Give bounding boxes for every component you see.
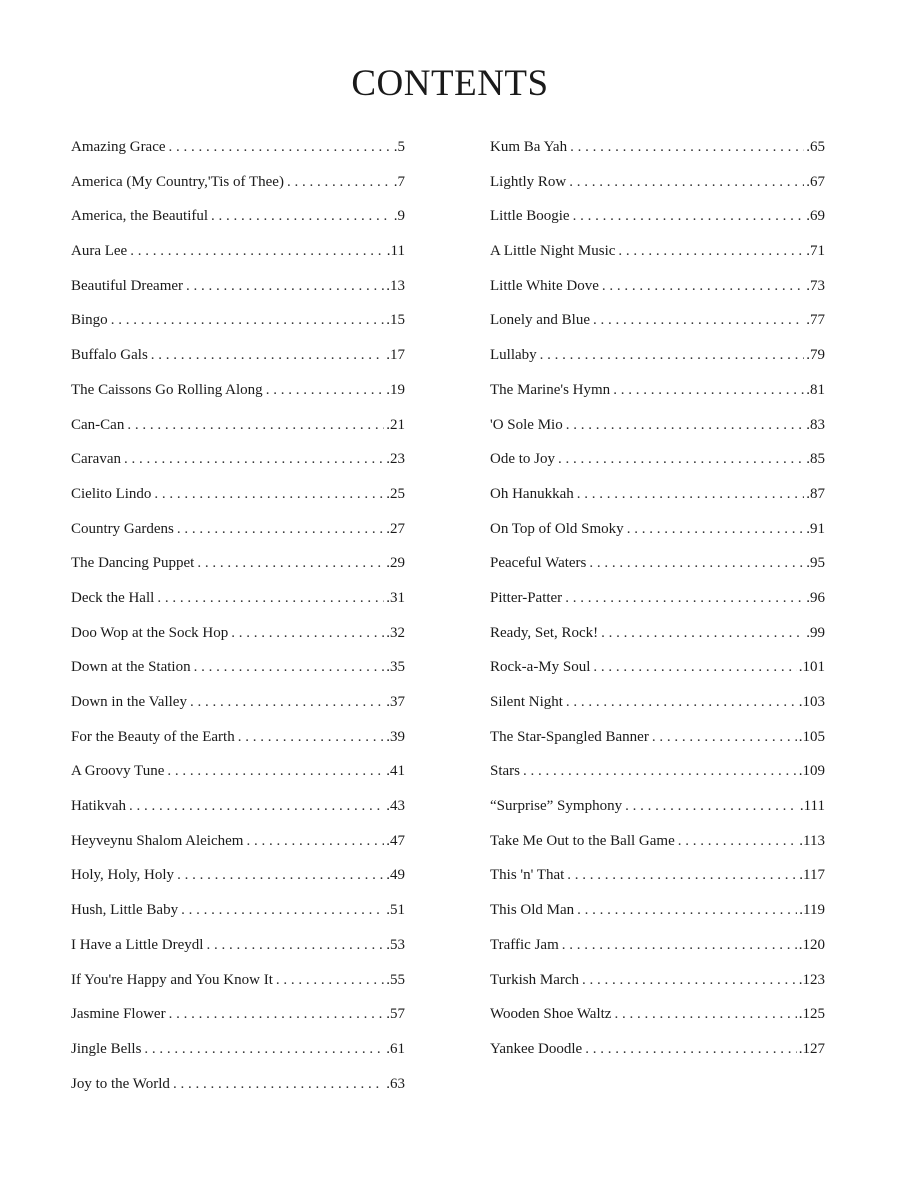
toc-entry-page: .55 [386, 971, 405, 988]
toc-entry-page: .125 [798, 1006, 825, 1023]
toc-entry [490, 269, 825, 304]
toc-entry-page: .35 [386, 659, 405, 676]
toc-entry-page: .25 [386, 485, 405, 502]
dot-leader [540, 338, 805, 373]
dot-leader [194, 650, 385, 685]
toc-entry-title: Pitter-Patter [490, 589, 563, 606]
toc-entry [490, 199, 825, 234]
dot-leader [231, 616, 384, 651]
dot-leader [167, 754, 384, 789]
dot-leader [130, 234, 385, 269]
toc-entry-title: America, the Beautiful [71, 208, 209, 225]
toc-entry [71, 373, 405, 408]
toc-entry [71, 685, 405, 720]
toc-entry-title: Jasmine Flower [71, 1006, 166, 1023]
toc-entry-title: Country Gardens [71, 520, 174, 537]
dot-leader [613, 373, 804, 408]
dot-leader [627, 512, 805, 547]
toc-entry-title: Deck the Hall [71, 589, 155, 606]
dot-leader [558, 442, 804, 477]
toc-entry-page: .11 [386, 243, 405, 260]
dot-leader [593, 303, 804, 338]
dot-leader [157, 581, 384, 616]
dot-leader [238, 720, 385, 755]
toc-entry-page: .113 [799, 832, 825, 849]
dot-leader [523, 754, 797, 789]
toc-entry-title: Little White Dove [490, 277, 599, 294]
toc-entry-title: If You're Happy and You Know It [71, 971, 273, 988]
toc-entry-page: .81 [806, 381, 825, 398]
dot-leader [566, 408, 805, 443]
toc-entry-page: .39 [386, 728, 405, 745]
dot-leader [197, 546, 384, 581]
dot-leader [582, 963, 797, 998]
dot-leader [589, 546, 804, 581]
toc-entry-page: .7 [393, 173, 405, 190]
toc-entry-title: Joy to the World [71, 1075, 170, 1092]
toc-entry [71, 165, 405, 200]
contents-right-column [490, 130, 825, 1067]
toc-entry-page: .109 [798, 763, 825, 780]
toc-entry-page: .17 [386, 347, 405, 364]
toc-entry [71, 512, 405, 547]
dot-leader [173, 1067, 384, 1102]
toc-entry-title: Heyveynu Shalom Aleichem [71, 832, 244, 849]
toc-entry-page: .53 [386, 936, 405, 953]
toc-entry-title: Amazing Grace [71, 139, 166, 155]
toc-entry [71, 650, 405, 685]
toc-entry [490, 581, 825, 616]
toc-entry-title: Lightly Row [490, 173, 567, 190]
toc-entry-page: .99 [806, 624, 825, 641]
toc-entry-title: Traffic Jam [490, 936, 559, 953]
dot-leader [186, 269, 384, 304]
toc-entry [71, 754, 405, 789]
toc-entry-title: Bingo [71, 312, 108, 329]
toc-entry-page: .117 [799, 867, 825, 884]
toc-entry [490, 720, 825, 755]
toc-entry-title: A Groovy Tune [71, 763, 165, 780]
toc-entry [71, 1032, 405, 1067]
dot-leader [151, 338, 384, 373]
toc-entry [490, 754, 825, 789]
toc-entry-title: Turkish March [490, 971, 580, 988]
toc-entry [71, 130, 405, 165]
dot-leader [570, 130, 804, 165]
toc-entry-page: .83 [806, 416, 825, 433]
toc-entry [490, 546, 825, 581]
toc-entry-title: America (My Country,'Tis of Thee) [71, 173, 284, 190]
toc-entry-title: Caravan [71, 451, 121, 468]
toc-entry [490, 685, 825, 720]
dot-leader [276, 963, 384, 998]
toc-entry [490, 650, 825, 685]
toc-entry-title: A Little Night Music [490, 243, 616, 260]
toc-entry-page: .123 [798, 971, 825, 988]
toc-entry-page: .111 [799, 798, 825, 815]
dot-leader [593, 650, 796, 685]
toc-entry-title: Yankee Doodle [490, 1040, 583, 1057]
toc-entry [490, 234, 825, 269]
toc-entry [490, 130, 825, 165]
toc-entry-page: .31 [386, 589, 405, 606]
toc-entry-title: Rock-a-My Soul [490, 659, 591, 676]
toc-entry [490, 789, 825, 824]
toc-entry [490, 338, 825, 373]
toc-entry [71, 616, 405, 651]
toc-entry-title: Oh Hanukkah [490, 485, 574, 502]
dot-leader [602, 269, 804, 304]
dot-leader [246, 824, 384, 859]
dot-leader [111, 303, 385, 338]
dot-leader [652, 720, 797, 755]
toc-entry [71, 789, 405, 824]
dot-leader [206, 928, 384, 963]
toc-entry-title: Doo Wop at the Sock Hop [71, 624, 229, 641]
dot-leader [565, 581, 804, 616]
dot-leader [129, 789, 384, 824]
toc-entry [490, 928, 825, 963]
toc-entry [490, 303, 825, 338]
dot-leader [577, 893, 797, 928]
toc-entry [71, 928, 405, 963]
page-title: CONTENTS [351, 63, 549, 104]
toc-entry-page: .21 [386, 416, 405, 433]
toc-entry-title: Silent Night [490, 694, 563, 710]
toc-entry-title: Jingle Bells [71, 1040, 142, 1057]
toc-entry-page: .37 [386, 694, 405, 710]
toc-entry-title: The Marine's Hymn [490, 381, 611, 398]
toc-entry-title: Lullaby [490, 347, 537, 364]
toc-entry [71, 303, 405, 338]
toc-entry-page: .101 [798, 659, 825, 676]
toc-entry-page: .91 [806, 520, 825, 537]
toc-entry [71, 1067, 405, 1102]
dot-leader [169, 130, 392, 165]
toc-entry-title: Buffalo Gals [71, 347, 148, 364]
toc-entry-title: The Caissons Go Rolling Along [71, 381, 263, 398]
dot-leader [618, 234, 804, 269]
toc-entry [490, 442, 825, 477]
toc-entry-page: .96 [806, 589, 825, 606]
toc-entry [490, 824, 825, 859]
toc-entry-title: Little Boogie [490, 208, 570, 225]
toc-entry-page: .71 [806, 243, 825, 260]
dot-leader [567, 858, 797, 893]
toc-entry-page: .65 [806, 139, 825, 155]
toc-entry-title: Down in the Valley [71, 694, 187, 710]
dot-leader [678, 824, 798, 859]
toc-entry [71, 720, 405, 755]
toc-entry [71, 442, 405, 477]
toc-entry [490, 997, 825, 1032]
dot-leader [211, 199, 392, 234]
dot-leader [601, 616, 804, 651]
dot-leader [144, 1032, 384, 1067]
toc-entry-page: .15 [386, 312, 405, 329]
toc-entry-page: .29 [386, 555, 405, 572]
toc-entry [490, 512, 825, 547]
dot-leader [566, 685, 797, 720]
toc-entry-title: Hush, Little Baby [71, 902, 179, 919]
dot-leader [562, 928, 797, 963]
toc-entry-title: Can-Can [71, 416, 125, 433]
toc-entry-title: This 'n' That [490, 867, 565, 884]
toc-entry-page: .43 [386, 798, 405, 815]
toc-entry-page: .63 [386, 1075, 405, 1092]
toc-entry-title: This Old Man [490, 902, 575, 919]
dot-leader [177, 858, 384, 893]
toc-entry-title: Hatikvah [71, 798, 126, 815]
toc-entry-title: Holy, Holy, Holy [71, 867, 175, 884]
dot-leader [625, 789, 798, 824]
toc-entry-page: .57 [386, 1006, 405, 1023]
contents-left-column [71, 130, 405, 1101]
toc-entry-page: .61 [386, 1040, 405, 1057]
toc-entry-title: On Top of Old Smoky [490, 520, 624, 537]
toc-entry [71, 963, 405, 998]
toc-entry [490, 477, 825, 512]
toc-entry-page: .41 [386, 763, 405, 780]
toc-entry-page: .103 [798, 694, 825, 710]
toc-entry [71, 269, 405, 304]
dot-leader [569, 165, 804, 200]
toc-entry-page: .51 [386, 902, 405, 919]
toc-entry-title: Ready, Set, Rock! [490, 624, 599, 641]
toc-entry-page: .9 [393, 208, 405, 225]
toc-entry-title: For the Beauty of the Earth [71, 728, 235, 745]
toc-entry [490, 408, 825, 443]
toc-entry-page: .79 [806, 347, 825, 364]
toc-entry [71, 997, 405, 1032]
toc-entry-title: Cielito Lindo [71, 485, 152, 502]
toc-entry-title: The Dancing Puppet [71, 555, 195, 572]
toc-entry [71, 581, 405, 616]
toc-entry [71, 477, 405, 512]
toc-entry-page: .49 [386, 867, 405, 884]
dot-leader [177, 512, 384, 547]
toc-entry [71, 199, 405, 234]
toc-entry [490, 963, 825, 998]
toc-entry [71, 408, 405, 443]
toc-entry [71, 338, 405, 373]
toc-entry-title: Lonely and Blue [490, 312, 590, 329]
toc-entry-title: I Have a Little Dreydl [71, 936, 204, 953]
toc-entry-title: The Star-Spangled Banner [490, 728, 649, 745]
dot-leader [577, 477, 805, 512]
toc-entry-title: Stars [490, 763, 520, 780]
dot-leader [154, 477, 384, 512]
toc-entry-page: .13 [386, 277, 405, 294]
toc-entry-page: .120 [798, 936, 825, 953]
toc-entry-title: Take Me Out to the Ball Game [490, 832, 675, 849]
toc-entry-page: .19 [386, 381, 405, 398]
toc-entry-page: .5 [393, 139, 405, 155]
toc-entry-page: .47 [386, 832, 405, 849]
toc-entry-page: .95 [806, 555, 825, 572]
toc-entry [490, 1032, 825, 1067]
toc-entry-page: .27 [386, 520, 405, 537]
toc-entry [71, 234, 405, 269]
toc-entry-page: .77 [806, 312, 825, 329]
dot-leader [181, 893, 384, 928]
dot-leader [614, 997, 796, 1032]
toc-entry [490, 165, 825, 200]
toc-entry-title: Down at the Station [71, 659, 191, 676]
toc-entry-page: .87 [806, 485, 825, 502]
toc-entry-page: .32 [386, 624, 405, 641]
toc-entry [490, 616, 825, 651]
toc-entry-title: 'O Sole Mio [490, 416, 563, 433]
toc-entry [490, 373, 825, 408]
toc-entry-title: Ode to Joy [490, 451, 555, 468]
dot-leader [573, 199, 805, 234]
toc-entry-page: .69 [806, 208, 825, 225]
toc-entry [71, 824, 405, 859]
toc-entry-page: .73 [806, 277, 825, 294]
toc-entry-title: Aura Lee [71, 243, 128, 260]
toc-entry-page: .67 [806, 173, 825, 190]
dot-leader [287, 165, 392, 200]
toc-entry-title: Beautiful Dreamer [71, 277, 184, 294]
toc-entry [71, 858, 405, 893]
dot-leader [124, 442, 384, 477]
toc-entry [71, 546, 405, 581]
toc-entry-page: .119 [799, 902, 825, 919]
toc-entry-title: “Surprise” Symphony [490, 798, 623, 815]
toc-entry-page: .105 [798, 728, 825, 745]
dot-leader [169, 997, 385, 1032]
toc-entry [490, 893, 825, 928]
toc-entry-page: .127 [798, 1040, 825, 1057]
dot-leader [266, 373, 385, 408]
dot-leader [585, 1032, 797, 1067]
toc-entry-title: Peaceful Waters [490, 555, 587, 572]
toc-entry-page: .23 [386, 451, 405, 468]
toc-entry-page: .85 [806, 451, 825, 468]
dot-leader [127, 408, 384, 443]
toc-entry-title: Wooden Shoe Waltz [490, 1006, 612, 1023]
toc-entry-title: Kum Ba Yah [490, 139, 568, 155]
toc-entry [490, 858, 825, 893]
dot-leader [190, 685, 384, 720]
toc-entry [71, 893, 405, 928]
